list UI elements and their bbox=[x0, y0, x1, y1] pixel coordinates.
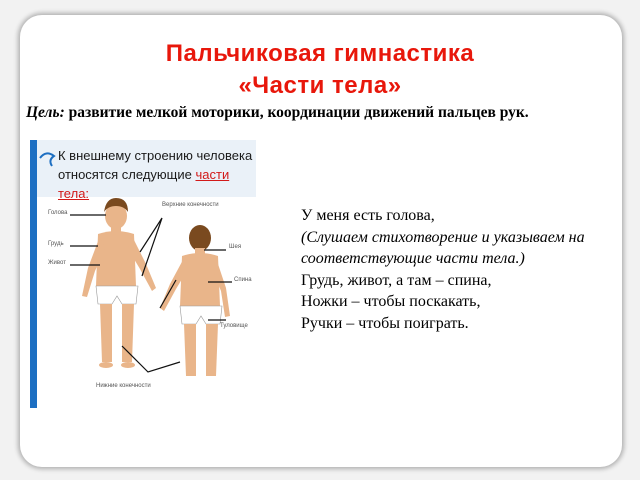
boys-figures bbox=[30, 140, 256, 408]
poem-line-2: Грудь, живот, а там – спина, bbox=[301, 271, 492, 289]
illustration-header-line-2: относятся следующие части тела: bbox=[58, 167, 230, 201]
illustration-header-line-1: К внешнему строению человека bbox=[58, 148, 253, 163]
poem-line-1: У меня есть голова, bbox=[301, 207, 435, 224]
poem-instruction: (Слушаем стихотворение и указываем на соответствующие части тела.) bbox=[301, 228, 585, 267]
body-parts-illustration bbox=[30, 140, 256, 408]
title-line-2: «Части тела» bbox=[238, 72, 402, 99]
goal-statement bbox=[26, 104, 626, 122]
label-belly: Живот bbox=[48, 260, 66, 266]
label-upper-limbs: Верхние конечности bbox=[162, 202, 219, 208]
label-torso: Туловище bbox=[220, 323, 248, 329]
goal-label: Цель: bbox=[26, 104, 65, 121]
front-boy-figure bbox=[82, 198, 156, 368]
illustration-header-highlight: части тела: bbox=[58, 167, 230, 201]
poem-line-4: Ручки – чтобы поиграть. bbox=[301, 314, 469, 332]
swirl-decoration bbox=[40, 153, 54, 166]
label-chest: Грудь bbox=[48, 241, 64, 247]
back-boy-figure bbox=[160, 225, 230, 376]
slide-title bbox=[0, 38, 640, 102]
label-neck: Шея bbox=[229, 244, 242, 250]
title-line-1: Пальчиковая гимнастика bbox=[165, 40, 475, 67]
label-head: Голова bbox=[48, 210, 68, 216]
label-back: Спина bbox=[234, 277, 252, 283]
label-lower-limbs: Нижние конечности bbox=[96, 383, 151, 389]
goal-text: развитие мелкой моторики, координации движений пальцев рук. bbox=[64, 104, 529, 121]
poem-text bbox=[301, 205, 601, 334]
poem-line-3: Ножки – чтобы поскакать, bbox=[301, 293, 481, 310]
